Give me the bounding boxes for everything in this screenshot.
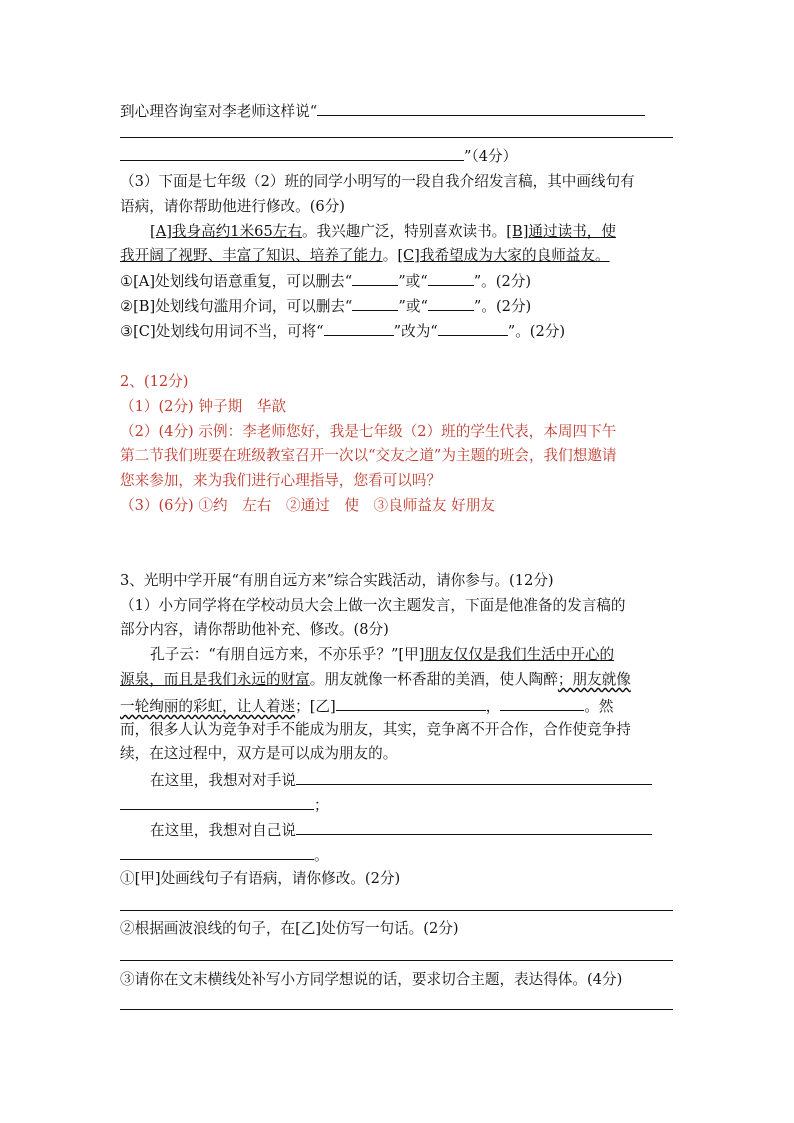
underlined-sentence-a: [A]我身高约1米65左右 [150,223,302,240]
answer-2-line-1: （2）(4分) 示例：李老师您好，我是七年级（2）班的学生代表，本周四下午 [120,423,617,440]
q3-passage-line-3 [120,695,676,717]
to-self-label: 在这里，我想对自己说 [150,822,296,839]
answer-2-line-3: 您来参加，来为我们进行心理指导，您看可以吗？ [120,472,442,489]
sub-question-text: ”。(2分) [473,273,532,290]
sub-question-text: ③[C]处划线句用词不当，可将“ [120,323,324,340]
q1-sub-2 [120,295,676,317]
answer-3: （3）(6分) ①约 左右 ②通过 使 ③良师益友 好朋友 [120,497,495,514]
q3-to-opponent-cont [120,794,676,816]
passage-text: ；[乙] [295,698,336,715]
answer-blank[interactable] [428,295,474,311]
q1-part3-title-2: 语病，请你帮助他进行修改。(6分) [120,198,345,215]
q3-to-self-cont [120,844,676,866]
passage-text: 。朋友就像一杯香甜的美酒，使人陶醉 [309,671,558,688]
answer-blank[interactable] [428,270,474,286]
q1-sub-1 [120,270,676,292]
answer-rule[interactable] [120,960,673,961]
answer-blank[interactable] [120,844,314,860]
answer-1: （1）(2分) 钟子期 华歆 [120,398,286,415]
underlined-sentence-b-cont: 我开阔了视野、丰富了知识、培养了能力 [120,247,383,264]
answer-rule[interactable] [120,1009,673,1010]
sub-question-text: ②[B]处划线句滥用介词，可以删去“ [120,298,353,315]
answer-rule[interactable] [120,910,673,911]
to-opponent-label: 在这里，我想对对手说 [150,772,296,789]
q3-to-opponent [120,769,706,791]
answer-heading: 2、(12分) [120,373,189,390]
answer-blank[interactable] [296,769,652,785]
underlined-sentence-jia-cont: 源泉，而且是我们永远的财富 [120,671,310,688]
sub-question-text: ”或“ [398,298,428,315]
punctuation: ； [314,797,329,814]
answer-blank[interactable] [352,295,398,311]
underlined-sentence-jia: 朋友仅仅是我们生活中开心的 [424,646,615,663]
answer-blank-yi-2[interactable] [500,695,584,711]
q3-passage-line-4: 而，很多人认为竞争对手不能成为朋友，其实，竞争离不开合作，合作使竞争持 [120,721,631,738]
sub-question-text: ”或“ [398,273,428,290]
q3-sub-1: ①[甲]处画线句子有语病，请你修改。(2分) [120,870,401,887]
q1-line-1-text: 到心理咨询室对李老师这样说“ [120,103,318,120]
q1-passage-line-1 [120,222,706,242]
passage-text: 孔子云：“有朋自远方来，不亦乐乎？”[甲] [150,646,425,663]
q1-passage-line-2 [120,246,676,266]
passage-text: ， [485,698,501,715]
q3-sub-3: ③请你在文末横线处补写小方同学想说的话，要求切合主题，表达得体。(4分) [120,971,623,988]
q1-part3-title: （3）下面是七年级（2）班的同学小明写的一段自我介绍发言稿，其中画线句有 [120,173,635,190]
q3-to-self [120,819,706,841]
sub-question-text: ”改为“ [393,323,438,340]
answer-blank[interactable] [120,145,464,161]
q1-line-3-text: ”（4分） [464,148,518,165]
q3-sub-2: ②根据画波浪线的句子，在[乙]处仿写一句话。(2分) [120,920,459,937]
underlined-sentence-c: [C]我希望成为大家的良师益友。 [397,247,610,264]
answer-blank-yi[interactable] [336,695,486,711]
q1-line-3 [120,145,676,167]
answer-blank[interactable] [438,320,508,336]
sub-question-text: ①[A]处划线句语意重复，可以删去“ [120,273,353,290]
sub-question-text: ”。(2分) [507,323,566,340]
answer-blank[interactable] [120,794,314,810]
answer-blank[interactable] [317,100,645,116]
answer-blank[interactable] [324,320,394,336]
q1-sub-3 [120,320,676,342]
sub-question-text: ”。(2分) [473,298,532,315]
wavy-sentence: ；朋友就像 [557,671,631,688]
passage-text: 。我兴趣广泛，特别喜欢读书。 [301,223,507,240]
q3-passage-line-5: 续，在这过程中，双方是可以成为朋友的。 [120,745,398,762]
answer-2-line-2: 第二节我们班要在班级教室召开一次以“交友之道”为主题的班会，我们想邀请 [120,447,617,464]
answer-blank[interactable] [352,270,398,286]
q3-part1-intro: （1）小方同学将在学校动员大会上做一次主题发言，下面是他准备的发言稿的 [120,597,626,614]
q3-passage-line-1 [120,645,706,665]
passage-text: 。 [382,247,398,264]
wavy-sentence-cont: 一轮绚丽的彩虹，让人着迷 [120,698,296,715]
punctuation: 。 [314,847,329,864]
q3-part1-intro-2: 部分内容，请你帮助他补充、修改。(8分) [120,621,389,638]
q1-line-1 [120,100,676,122]
answer-rule[interactable] [120,137,673,138]
underlined-sentence-b: [B]通过读书，使 [506,223,616,240]
passage-text: 。然 [584,698,614,715]
answer-blank[interactable] [296,819,652,835]
q3-passage-line-2 [120,670,676,690]
q3-heading: 3、光明中学开展“有朋自远方来”综合实践活动，请你参与。(12分) [120,572,554,589]
